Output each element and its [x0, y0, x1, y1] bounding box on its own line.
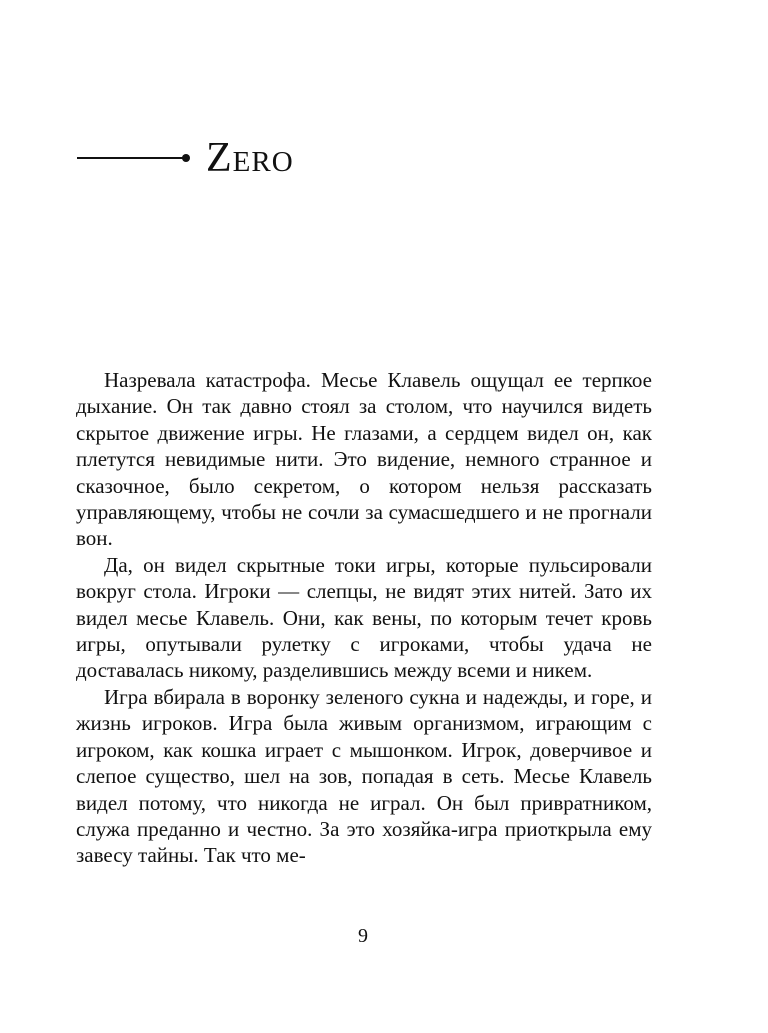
heading-rule-line: [77, 157, 184, 159]
body-text: [76, 367, 652, 869]
paragraph-2: Да, он видел скрытные токи игры, которые пульсировали вокруг стола. Игроки — слепцы, не видят этих нитей. Зато их видел месье Клавель. Они, как вены, по которым течет кровь игры, опутывали рулетку с игроками, чтобы удача не доставалась никому, разделившись между всеми и никем.: [76, 552, 652, 683]
chapter-heading: [77, 128, 294, 188]
heading-rule-dot: [182, 154, 190, 162]
page-number: 9: [358, 925, 368, 947]
chapter-title: Zero: [206, 135, 294, 181]
paragraph-1: Назревала катастрофа. Месье Клавель ощущал ее терпкое дыхание. Он так давно стоял за столом, что научился видеть скрытое движение игры. Не глазами, а сердцем видел он, как плетутся невидимые нити. Это видение, немного странное и сказочное, было секретом, о котором нельзя рассказать управляющему, чтобы не сочли за сумасшедшего и не прогнали вон.: [76, 368, 652, 551]
paragraph-3: Игра вбирала в воронку зеленого сукна и надежды, и горе, и жизнь игроков. Игра была живым организмом, играющим с игроком, как кошка играет с мышонком. Игрок, доверчивое и слепое существо, шел на зов, попадая в сеть. Месье Клавель видел потому, что никогда не играл. Он был привратником, служа преданно и честно. За это хозяйка-игра приоткрыла ему завесу тайны. Так что ме-: [76, 684, 652, 868]
